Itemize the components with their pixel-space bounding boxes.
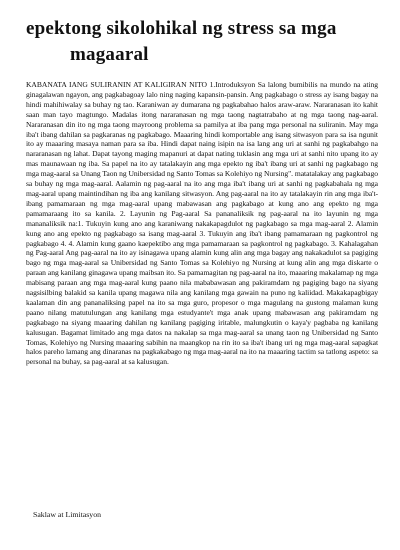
- document-title: [26, 0, 378, 68]
- body-paragraph: KABANATA IANG SULIRANIN AT KALIGIRAN NITO 1.Introduksyon Sa lalong bumibilis na mundo na ating ginagalawan ngayon, ang pagkabagoay lalo ning naging kapansin-pansin. Ang pagkabago o stress ay isang bagay na hindi mahihiwalay sa buhay ng tao. Karaniwan ay dumarana ng pagkabahao halos araw-araw. Nararanasan ito kahit saan man tayo magtungo. Madalas itong nararanasan ng mga taong nagtatrabaho at ng mga taong nag-aaral. Nararanasan din ito ng mga taong mayroong problema sa pamilya at iba pang mga personal na suliranin. May mga iba't ibang dahilan sa pagkaranas ng pagkabago. Maaaring hindi komportable ang isang sitwasyon para sa isa ngunit ito ay maaaring masaya naman para sa iba. Hindi dapat naing isipin na isa lang ang uri at sanhi ng pagkabahgo na nararanasan ng lahat. Dapat tayong maging mapanuri at dapat nating tuklasin ang mga uri at sanhi nito upang ito ay mas maunawaan ng iba. Sa papel na ito ay tatalakayin ang mga epekto ng iba't ibang uri at sanhi ng pagkabago ng mga mag-aaral sa Unang Taon ng Unibersidad ng Santo Tomas sa Kolehiyo ng Nursing". matatalakay ang pagkabago sa buhay ng mga mag-aaral. Aalamin ng pag-aaral na ito ang mga iba't ibang uri at sanhi ng pagkabahala ng mga mag-aaral upang maintindihan ng iba ang kanilang sitwasyon. Ang pag-aaral na ito ay tatalakayin rin ang mga iba't-ibang pamamaraan ng mga mag-aaral upang mabawasan ang pagkabago at kung ano ang epekto ng mga pamamaraang ito sa kanila. 2. Layunin ng Pag-aaral Sa pananaliksik ng pag-aaral na ito layunin ng mga mananaliksik na:1. Tukuyin kung ano ang karaniwang nakakapagdulot ng pagkabago sa mga mag-aaral 2. Alamin kung ano ang epekto ng pagkabago sa isang mag-aaral 3. Tukuyin ang iba't ibang pamamaraan ng pagkontrol ng pagkabago 4. 4. Alamin kung gaano kaepektibo ang mga pamamaraan sa pagkontrol ng pagkabago. 3. Kahalagahan ng Pag-aaral Ang pag-aaral na ito ay isinagawa upang alamin kung alin ang mga bagay ang nakakadulot sa pagiging bago ng mga mag-aaral sa Unibersidad ng Santo Tomas sa Kolehiyo ng Nursing at kung alin ang mga diskarte o paraan ang kanilang ginagawa upang maibsan ito. Sa pamamagitan ng pag-aaral na ito, maaaring makalamap ng mga mabisang paraan ang mga mag-aaral kung paano nila mababawasan ang pakiramdam ng pagiging bago na siyang nagsisilbing balakid sa kanila upang magawa nila ang kanilang mga gawain na puno ng kaliidad. Makakapagbigay kaalaman din ang pananaliksing papel na ito sa mga guro, propesor o mga magulang na gustong malaman kung paano nilang matutulungan ang kanilang mga estudyante't mga anak upang mabawasan ang pakiramdam ng pagkabago na siyang maaaring dahilan ng kanilang pagiging iritable, malungkutin o kaya'y pagbaba ng kanilang kalusugan. Bagamat limitado ang mga datos na nakalap sa mga mag-aaral sa unang taon ng Unibersidad ng Santo Tomas, Kolehiyo ng Nursing maaaring sabihin na maangkop na rin ito sa iba't ibang uri ng mga mag-aaral sapagkat halos pareho lamang ang dinaranas na pagkakabago ng mga mag-aaral na ito na maaaring tactim sa tatlong aspeto: sa personal na buhay, sa pag-aaral at sa kalusugan.: [26, 80, 378, 367]
- title-line-2: magaaral: [70, 44, 149, 65]
- section-heading: Saklaw at Limitasyon: [33, 510, 101, 519]
- title-line-1: epektong sikolohikal ng stress sa mga: [26, 18, 337, 39]
- document-body: [26, 80, 378, 367]
